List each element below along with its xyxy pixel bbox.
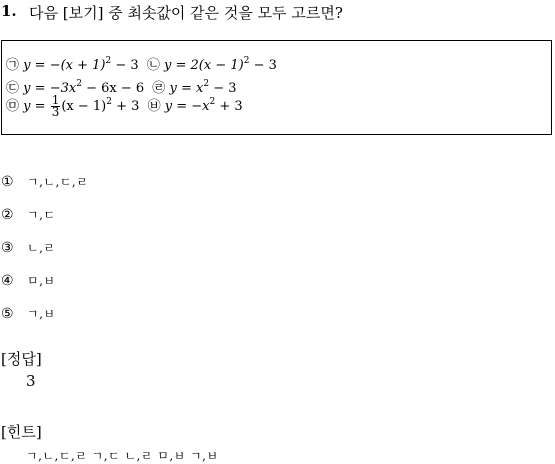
equation-bieup: $y = -x^2 + 3$ (164, 97, 243, 114)
marker-giyeok: ㉠ (6, 58, 20, 73)
answer-value: 3 (26, 372, 36, 390)
choice-2[interactable] (1, 206, 56, 223)
choice-number: ② (1, 207, 14, 223)
equation-giyeok: $y = -(x + 1)^2 - 3$ (23, 56, 139, 73)
choice-4[interactable] (1, 272, 56, 289)
choice-number: ① (1, 174, 14, 190)
example-row-2 (6, 77, 237, 96)
choice-1[interactable] (1, 173, 88, 190)
choice-text: ㄱ,ㅂ (27, 307, 56, 321)
equation-mieum: y = $\frac{1}{3}$ $(x - 1)^2 + 3$ (23, 93, 140, 119)
hint-text: ㄱ,ㄴ,ㄷ,ㄹ ㄱ,ㄷ ㄴ,ㄹ ㅁ,ㅂ ㄱ,ㅂ (26, 449, 219, 463)
choice-number: ④ (1, 273, 14, 289)
example-row-3 (6, 95, 243, 118)
choice-5[interactable] (1, 305, 56, 322)
marker-mieum: ㉤ (6, 99, 20, 114)
choice-number: ⑤ (1, 306, 14, 322)
fraction: $\frac{1}{3}$ (51, 93, 60, 119)
marker-rieul: ㉣ (152, 81, 166, 96)
equation-nieun: $y = 2(x - 1)^2 - 3$ (163, 56, 277, 73)
choice-text: ㄱ,ㄷ (27, 208, 56, 222)
hint-label: [힌트] (1, 423, 42, 441)
question-number: 1. (1, 2, 17, 20)
marker-bieup: ㉥ (147, 99, 161, 114)
marker-nieun: ㉡ (146, 58, 160, 73)
answer-label: [정답] (1, 350, 42, 368)
choice-text: ㅁ,ㅂ (27, 274, 56, 288)
question-text: 다음 [보기] 중 최솟값이 같은 것을 모두 고르면? (29, 4, 343, 22)
marker-digeut: ㉢ (6, 81, 20, 96)
example-row-1 (6, 54, 277, 73)
choice-text: ㄴ,ㄹ (27, 241, 56, 255)
example-box (1, 40, 552, 135)
choice-text: ㄱ,ㄴ,ㄷ,ㄹ (27, 175, 89, 189)
equation-digeut: $y = -3x^2 - 6x - 6$ (23, 79, 145, 96)
choice-number: ③ (1, 240, 14, 256)
choice-3[interactable] (1, 239, 56, 256)
equation-rieul: $y = x^2 - 3$ (169, 79, 237, 96)
